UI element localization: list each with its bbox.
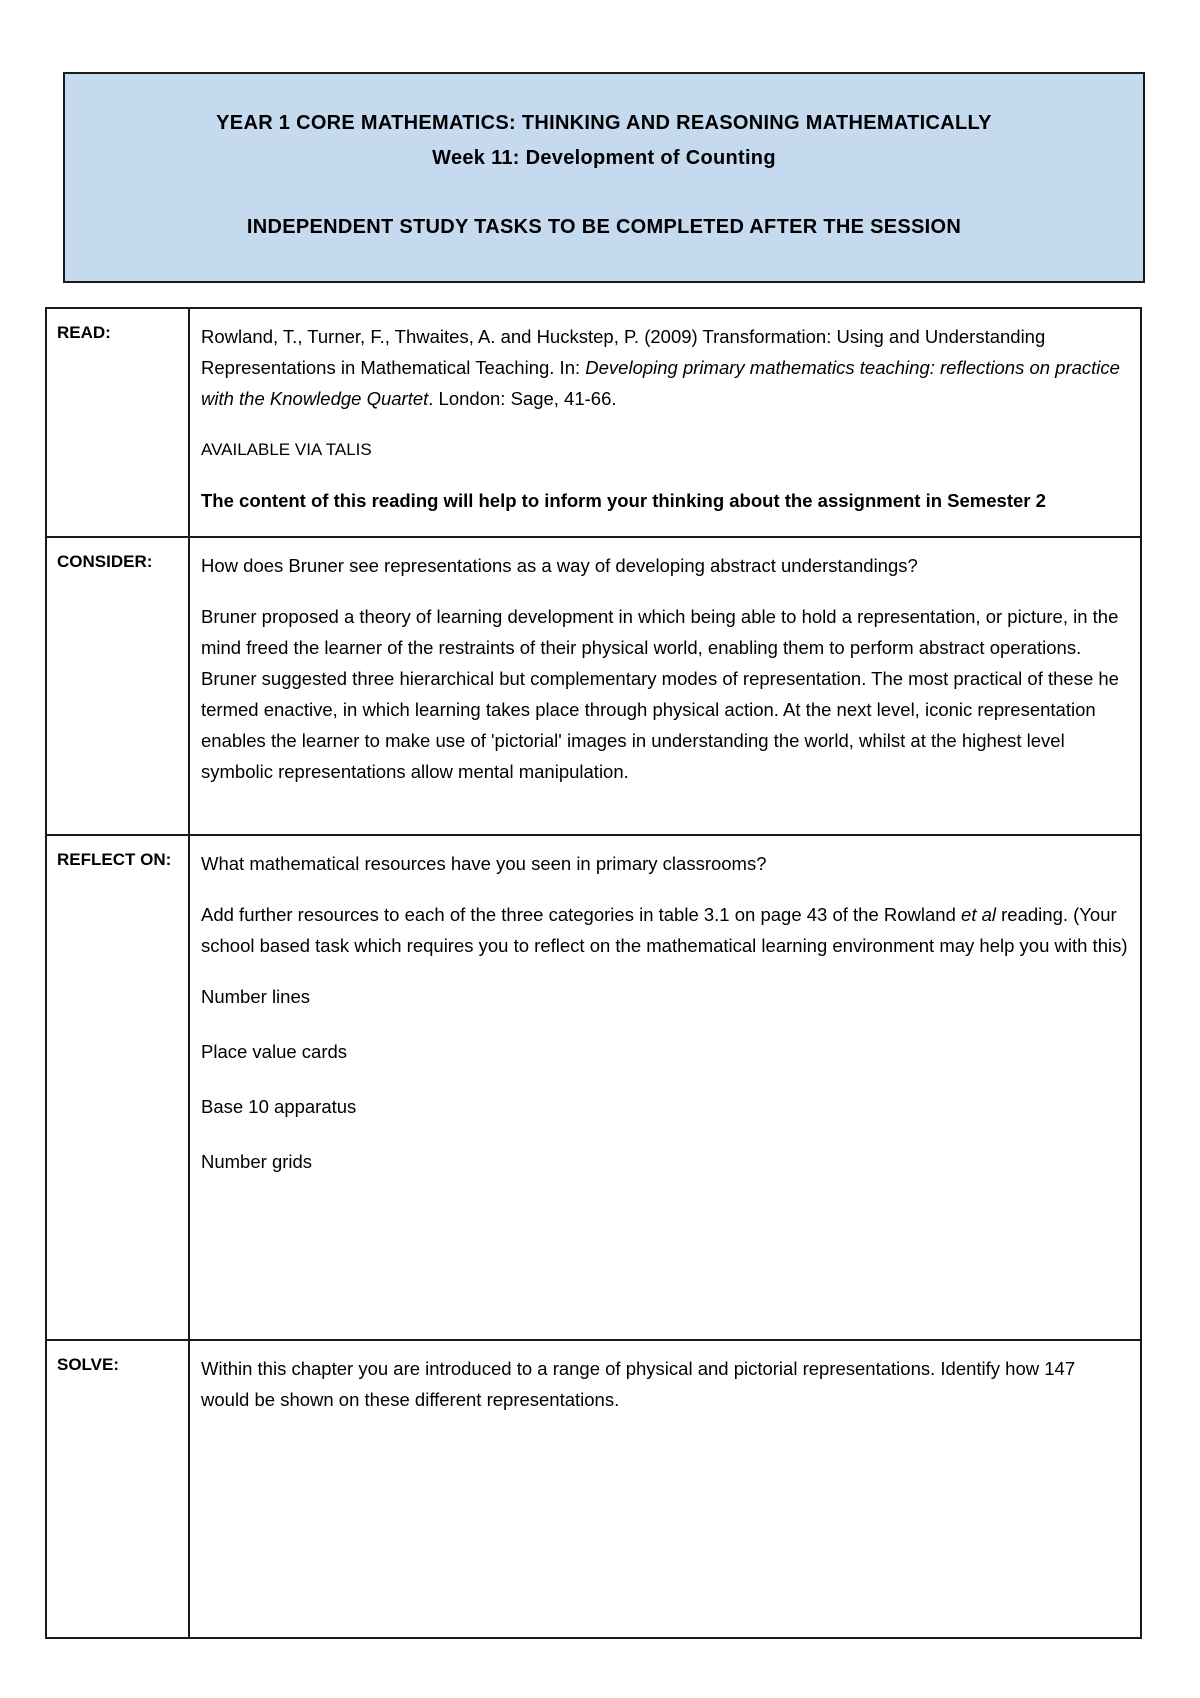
week-title: Week 11: Development of Counting	[432, 147, 776, 169]
reading-availability: AVAILABLE VIA TALIS	[201, 440, 372, 459]
instruction-text: Add further resources to each of the three categories in table 3.1 on page 43 of the Rowland	[201, 904, 962, 925]
row-solve	[46, 1340, 1141, 1638]
citation-book-title: Developing primary mathematics teaching: reflections on practice with the Knowledge Quartet	[201, 357, 1120, 409]
reflect-label: REFLECT ON:	[46, 835, 189, 1340]
row-consider	[46, 537, 1141, 835]
citation-publisher: . London: Sage, 41-66.	[428, 388, 617, 409]
read-content	[189, 308, 1141, 537]
consider-question: How does Bruner see representations as a way of developing abstract understandings?	[201, 555, 918, 576]
row-read	[46, 308, 1141, 537]
row-reflect	[46, 835, 1141, 1340]
header-box	[63, 72, 1145, 283]
reflect-instruction	[201, 899, 1128, 961]
reading-note: The content of this reading will help to inform your thinking about the assignment in Semester 2	[201, 490, 1046, 511]
instruction-text-end: reading. (Your school based task which requires you to reflect on the mathematical learning environment may help you with this)	[201, 904, 1128, 956]
solve-task: Within this chapter you are introduced to a range of physical and pictorial representations. Identify how 147 would be shown on these different representations.	[201, 1358, 1076, 1410]
task-table	[45, 307, 1142, 1639]
solve-content	[189, 1340, 1141, 1638]
read-label: READ:	[46, 308, 189, 537]
consider-answer: Bruner proposed a theory of learning development in which being able to hold a representation, or picture, in the mind freed the learner of the restraints of their physical world, enabling them to perform abstract operations. Bruner suggested three hierarchical but complementary modes of representation. The most practical of these he termed enactive, in which learning takes place through physical action. At the next level, iconic representation enables the learner to make use of 'pictorial' images in understanding the world, whilst at the highest level symbolic representations allow mental manipulation.	[201, 606, 1119, 782]
solve-label: SOLVE:	[46, 1340, 189, 1638]
consider-content	[189, 537, 1141, 835]
reading-citation	[201, 321, 1128, 414]
citation-authors: Rowland, T., Turner, F., Thwaites, A. and Huckstep, P. (2009) Transformation: Using and Understanding Representations in Mathematical Teaching. In:	[201, 326, 1046, 378]
tasks-heading: INDEPENDENT STUDY TASKS TO BE COMPLETED AFTER THE SESSION	[246, 216, 962, 238]
resource-item: Number lines	[201, 986, 310, 1007]
resource-item: Number grids	[201, 1151, 313, 1172]
resource-item: Place value cards	[201, 1041, 348, 1062]
resource-item: Base 10 apparatus	[201, 1096, 357, 1117]
reflect-question: What mathematical resources have you seen in primary classrooms?	[201, 853, 767, 874]
consider-label: CONSIDER:	[46, 537, 189, 835]
instruction-et-al: et al	[961, 904, 996, 925]
course-title: YEAR 1 CORE MATHEMATICS: THINKING AND REASONING MATHEMATICALLY	[216, 112, 992, 134]
reflect-content	[189, 835, 1141, 1340]
